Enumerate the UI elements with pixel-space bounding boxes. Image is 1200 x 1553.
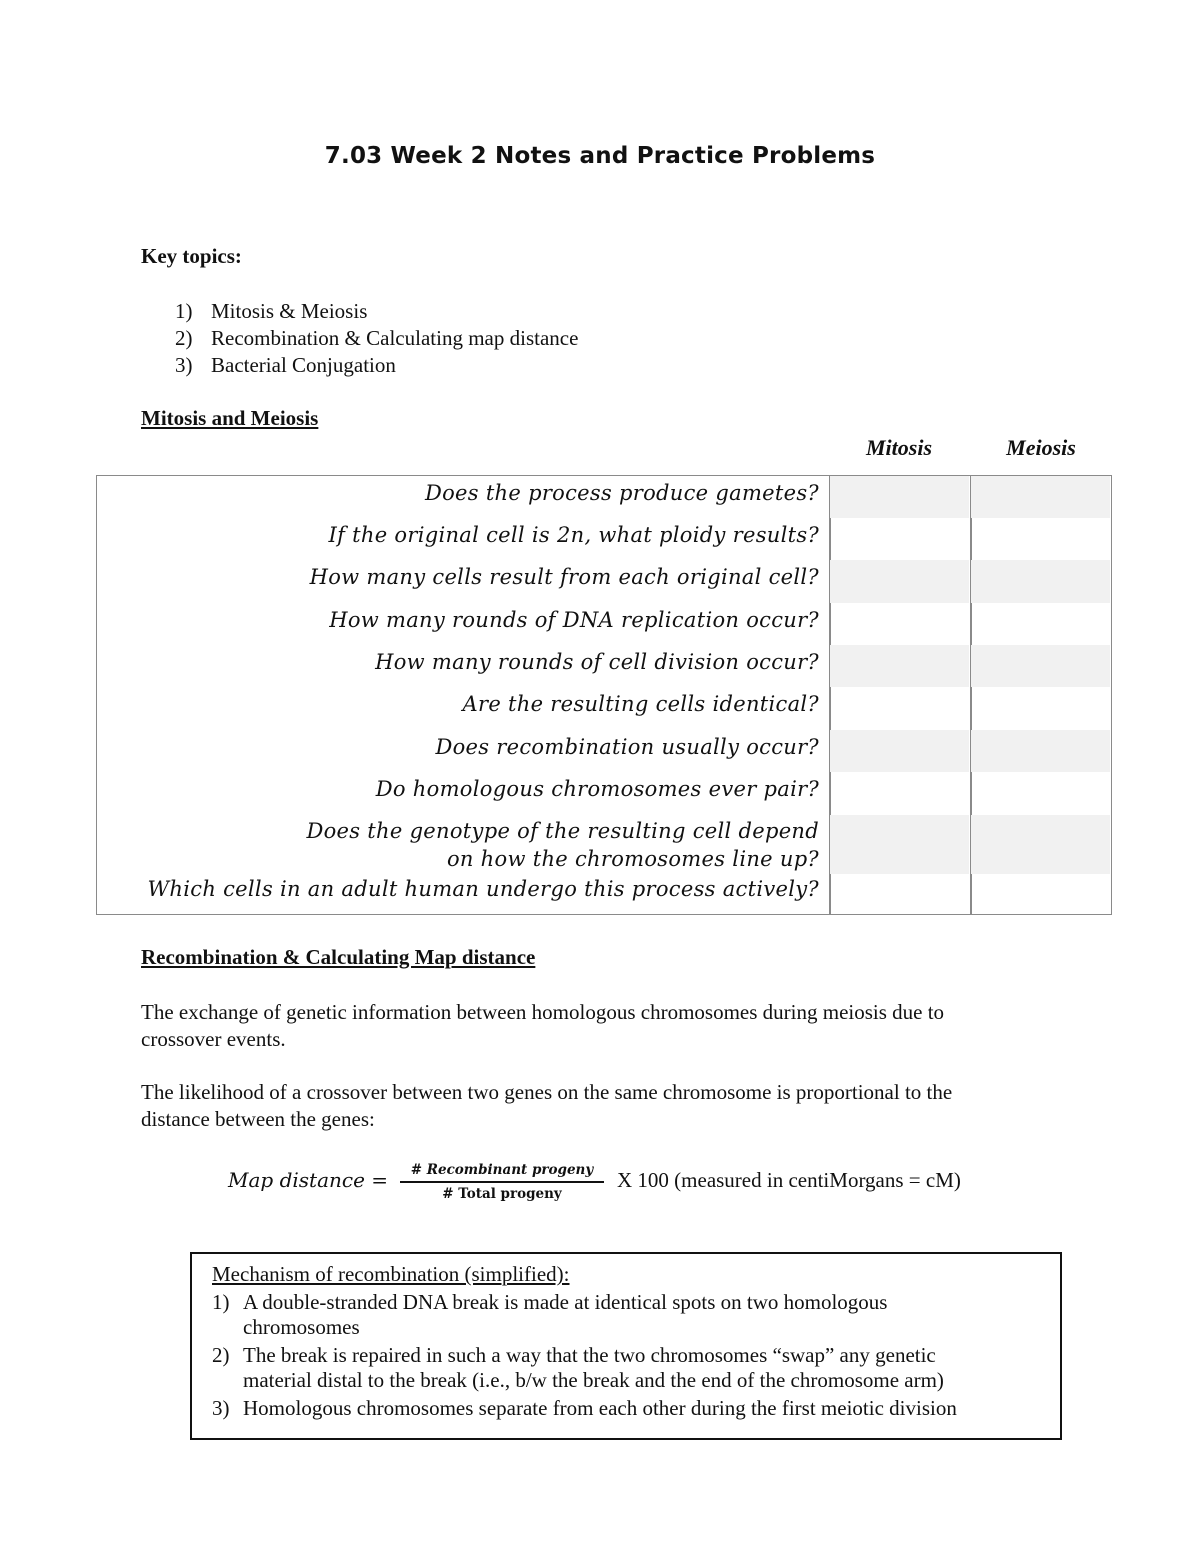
formula-rhs: X 100 (measured in centiMorgans = cM) [617,1168,961,1192]
question-label-continued: on how the chromosomes line up? [446,847,819,871]
question-label: If the original cell is 2n, what ploidy results? [328,523,819,547]
formula-numerator: # Recombinant progeny [410,1162,594,1178]
answer-cell-mitosis[interactable] [830,603,969,645]
table-row [97,645,1111,687]
answer-cell-mitosis[interactable] [830,518,969,560]
answer-cell-meiosis[interactable] [971,772,1110,815]
list-number: 1) [175,299,193,323]
answer-cell-mitosis[interactable] [830,560,969,603]
paragraph-line: crossover events. [141,1027,286,1051]
table-row [97,687,1111,730]
table-row [97,560,1111,603]
answer-cell-meiosis[interactable] [971,730,1110,772]
answer-cell-mitosis[interactable] [830,772,969,815]
answer-cell-mitosis[interactable] [830,687,969,730]
list-item [212,1289,887,1315]
list-number: 3) [175,353,193,377]
column-header-mitosis: Mitosis [865,435,933,460]
answer-cell-meiosis[interactable] [971,560,1110,603]
table-row [97,476,1111,518]
answer-cell-mitosis[interactable] [830,476,969,518]
mechanism-title: Mechanism of recombination (simplified): [212,1262,570,1286]
table-row [97,772,1111,815]
list-text-continued: chromosomes [243,1315,360,1339]
column-header-meiosis: Meiosis [1006,435,1076,460]
mitosis-meiosis-table [96,475,1112,915]
list-number: 3) [212,1396,230,1420]
list-item [141,298,578,325]
key-topics-list [141,298,578,379]
paragraph-line: distance between the genes: [141,1107,375,1131]
key-topics-heading: Key topics: [141,244,242,268]
question-label: How many cells result from each original cell? [309,565,819,589]
mechanism-box [190,1252,1062,1440]
answer-cell-meiosis[interactable] [971,815,1110,874]
table-row [97,518,1111,560]
answer-cell-mitosis[interactable] [830,815,969,874]
list-text: Bacterial Conjugation [211,353,396,377]
answer-cell-mitosis[interactable] [830,645,969,687]
page-title: 7.03 Week 2 Notes and Practice Problems [324,143,876,169]
formula-lhs: Map distance = [228,1168,389,1192]
answer-cell-mitosis[interactable] [830,730,969,772]
question-label: Are the resulting cells identical? [462,692,819,716]
list-text: The break is repaired in such a way that the two chromosomes “swap” any genetic [243,1343,936,1367]
crossover-likelihood-text [141,1079,1081,1133]
answer-cell-meiosis[interactable] [971,518,1110,560]
answer-cell-meiosis[interactable] [971,476,1110,518]
question-label: How many rounds of DNA replication occur? [329,608,819,632]
table-row [97,815,1111,874]
formula-denominator: # Total progeny [442,1185,562,1202]
list-item [212,1342,936,1368]
recombination-heading: Recombination & Calculating Map distance [141,945,536,969]
list-item [141,352,578,379]
answer-cell-mitosis[interactable] [830,874,969,914]
question-label: How many rounds of cell division occur? [375,650,819,674]
answer-cell-meiosis[interactable] [971,645,1110,687]
answer-cell-meiosis[interactable] [971,603,1110,645]
mitosis-meiosis-heading: Mitosis and Meiosis [141,406,319,430]
list-text-continued: material distal to the break (i.e., b/w the break and the end of the chromosome arm) [243,1368,944,1392]
list-text: Mitosis & Meiosis [211,299,368,323]
recombination-definition [141,999,1081,1053]
list-number: 2) [175,326,193,350]
list-text: Homologous chromosomes separate from each other during the first meiotic division [243,1396,957,1420]
answer-cell-meiosis[interactable] [971,687,1110,730]
list-text: A double-stranded DNA break is made at identical spots on two homologous [243,1290,888,1314]
table-row [97,730,1111,772]
question-label: Does the process produce gametes? [424,481,819,505]
list-item [141,325,578,352]
paragraph-line: The exchange of genetic information between homologous chromosomes during meiosis due to [141,1000,945,1024]
paragraph-line: The likelihood of a crossover between two genes on the same chromosome is proportional to the [141,1080,953,1104]
formula-fraction [400,1160,604,1203]
fraction-bar [400,1181,604,1183]
question-label: Which cells in an adult human undergo this process actively? [147,877,819,901]
answer-cell-meiosis[interactable] [971,874,1110,914]
list-text: Recombination & Calculating map distance [211,326,579,350]
question-label: Does the genotype of the resulting cell depend [306,819,819,843]
list-number: 1) [212,1290,230,1314]
table-row [97,603,1111,645]
table-row [97,874,1111,914]
list-item [212,1395,957,1421]
question-label: Does recombination usually occur? [435,735,819,759]
list-number: 2) [212,1343,230,1367]
question-label: Do homologous chromosomes ever pair? [375,777,819,801]
